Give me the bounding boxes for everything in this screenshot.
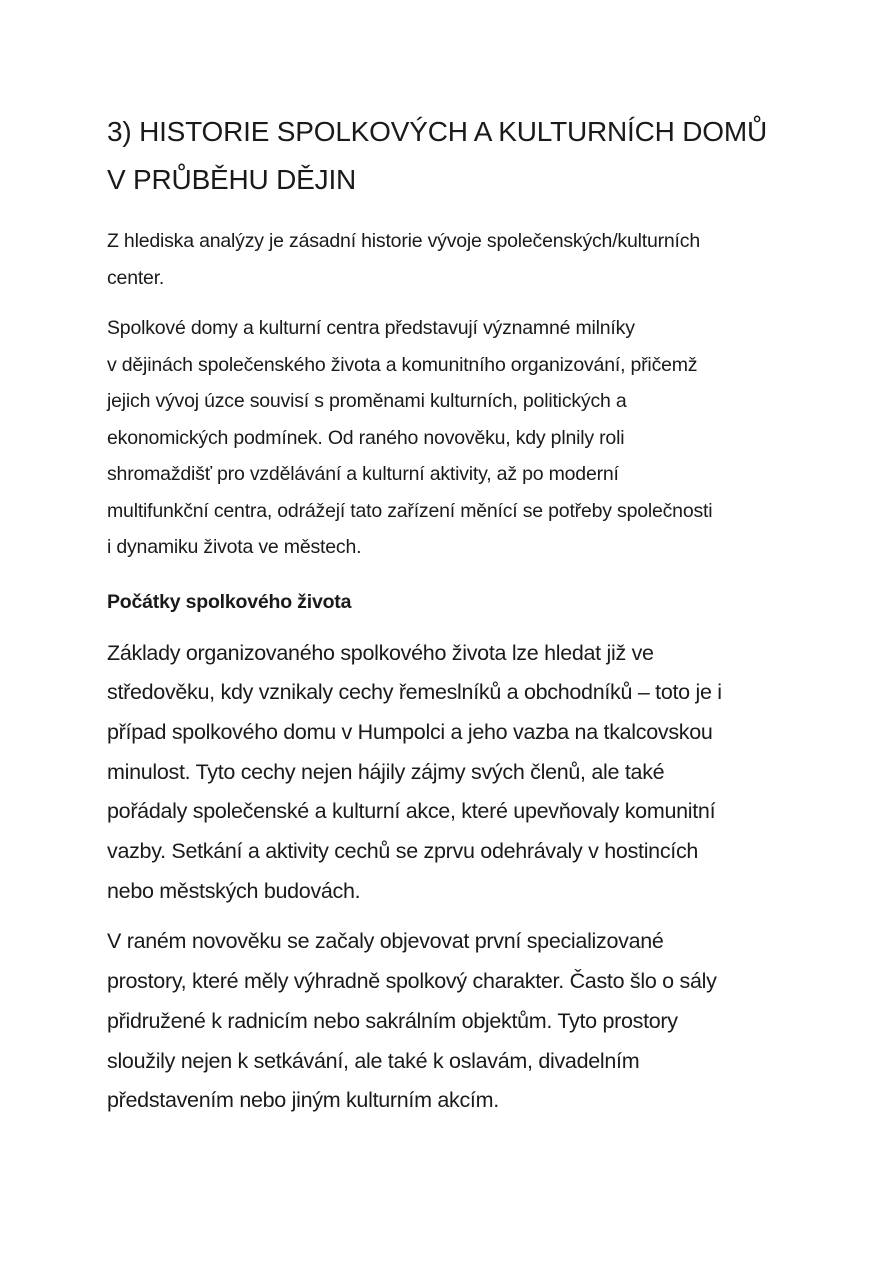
text-line: Z hlediska analýzy je zásadní historie vývoje společenských/kulturních [107, 230, 700, 252]
text-line: případ spolkového domu v Humpolci a jeho vazba na tkalcovskou [107, 719, 713, 744]
text-line: přidružené k radnicím nebo sakrálním objektům. Tyto prostory [107, 1008, 678, 1033]
text-line: multifunkční centra, odrážejí tato zařízení měnící se potřeby společnosti [107, 499, 713, 522]
text-line: Základy organizovaného spolkového života lze hledat již ve [107, 640, 654, 665]
text-line: středověku, kdy vznikaly cechy řemeslníků a obchodníků – toto je i [107, 680, 722, 705]
intro-paragraph [107, 223, 797, 296]
text-line: ekonomických podmínek. Od raného novověku, kdy plnily roli [107, 426, 625, 449]
body-paragraph [107, 310, 797, 566]
heading-line: V PRŮBĚHU DĚJIN [107, 164, 357, 195]
text-line: prostory, které měly výhradně spolkový charakter. Často šlo o sály [107, 969, 717, 994]
text-line: jejich vývoj úzce souvisí s proměnami kulturních, politických a [107, 390, 627, 412]
text-line: v dějinách společenského života a komunitního organizování, přičemž [107, 353, 698, 376]
text-line: minulost. Tyto cechy nejen hájily zájmy svých členů, ale také [107, 759, 665, 784]
heading-line: 3) HISTORIE SPOLKOVÝCH A KULTURNÍCH DOMŮ [107, 116, 767, 147]
text-line: center. [107, 266, 165, 289]
subsection-heading: Počátky spolkového života [107, 590, 352, 613]
section-paragraph [107, 922, 797, 1121]
text-line: i dynamiku života ve městech. [107, 536, 362, 558]
section-heading [107, 108, 797, 204]
text-line: sloužily nejen k setkávání, ale také k oslavám, divadelním [107, 1048, 640, 1073]
text-line: představením nebo jiným kulturním akcím. [107, 1088, 499, 1113]
text-line: V raném novověku se začaly objevovat první specializované [107, 929, 664, 954]
section-paragraph [107, 634, 797, 912]
document-page [107, 108, 797, 1121]
text-line: Spolkové domy a kulturní centra představují významné milníky [107, 317, 635, 339]
text-line: pořádaly společenské a kulturní akce, které upevňovaly komunitní [107, 799, 716, 824]
text-line: shromaždišť pro vzdělávání a kulturní aktivity, až po moderní [107, 463, 619, 485]
text-line: nebo městských budovách. [107, 878, 361, 903]
text-line: vazby. Setkání a aktivity cechů se zprvu odehrávaly v hostincích [107, 839, 699, 864]
